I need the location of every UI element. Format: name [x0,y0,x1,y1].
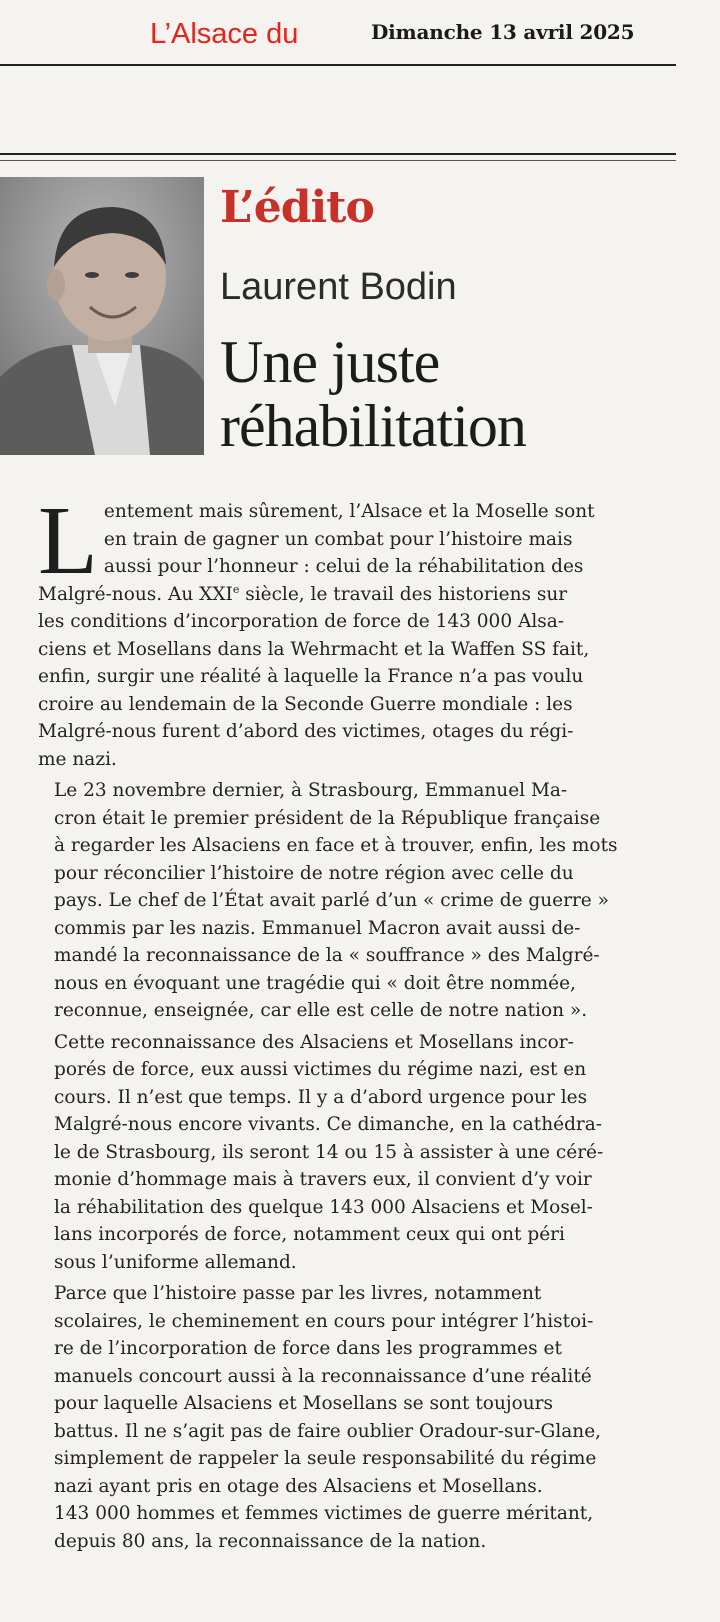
body-text: Malgré-nous. Au XXI [38,583,233,605]
body-line: Malgré-nous encore vivants. Ce dimanche, en la cathédra- [54,1114,603,1135]
issue-date: Dimanche 13 avril 2025 [371,20,635,44]
author-name: Laurent Bodin [220,266,457,308]
section-rule-bottom [0,160,676,161]
body-line: re de l’incorporation de force dans les programmes et [54,1338,562,1359]
body-line: nazi ayant pris en otage des Alsaciens et Mosellans. [54,1475,543,1497]
body-line: 143 000 hommes et femmes victimes de guerre méritant, [54,1503,594,1524]
body-line: me nazi. [38,748,117,770]
body-line: porés de force, eux aussi victimes du régime nazi, est en [54,1059,587,1080]
body-line: simplement de rappeler la seule responsabilité du régime [54,1448,597,1469]
paragraph-2 [38,777,682,1025]
body-line: à regarder les Alsaciens en face et à trouver, enfin, les mots [54,835,618,856]
body-line: en train de gagner un combat pour l’histoire mais [103,528,573,550]
body-line: le de Strasbourg, ils seront 14 ou 15 à assister à une céré- [54,1141,604,1163]
body-line: pour réconcilier l’histoire de notre région avec celle du [54,862,574,884]
author-portrait-image [0,177,204,455]
paragraph-3 [38,1029,682,1277]
body-line: commis par les nazis. Emmanuel Macron avait aussi de- [54,917,581,939]
body-line: reconnue, enseignée, car elle est celle de notre nation ». [54,1000,588,1021]
headline-line-1: Une juste [220,329,440,395]
paragraph-4 [38,1280,682,1555]
body-line: enfin, surgir une réalité à laquelle la France n’a pas voulu [38,666,584,687]
body-line: Cette reconnaissance des Alsaciens et Mosellans incor- [54,1031,574,1053]
section-label: L’édito [220,182,374,233]
body-line: sous l’uniforme allemand. [54,1251,297,1273]
superscript: e [232,582,240,596]
paragraph-1 [38,487,682,773]
body-line: Malgré-nous furent d’abord des victimes, otages du régi- [38,721,574,742]
masthead [0,0,720,68]
section-rule-top [0,153,676,155]
body-line: mandé la reconnaissance de la « souffrance » des Malgré- [54,945,600,966]
masthead-rule [0,64,676,66]
body-line: lans incorporés de force, notamment ceux qui ont péri [54,1224,565,1245]
body-line: nous en évoquant une tragédie qui « doit être nommée, [54,972,576,994]
body-line: Le 23 novembre dernier, à Strasbourg, Emmanuel Ma- [54,780,568,801]
body-line: monie d’hommage mais à travers eux, il convient d’y voir [54,1169,592,1190]
body-line: la réhabilitation des quelque 143 000 Alsaciens et Mosel- [54,1196,593,1218]
body-line: battus. Il ne s’agit pas de faire oublier Oradour-sur-Glane, [54,1420,602,1442]
publication-name: L’Alsace du [150,18,299,50]
body-line: scolaires, le cheminement en cours pour intégrer l’histoi- [54,1310,594,1332]
body-line: ciens et Mosellans dans la Wehrmacht et la Waffen SS fait, [38,638,590,660]
body-line: croire au lendemain de la Seconde Guerre mondiale : les [38,693,573,715]
headline-line-2: réhabilitation [220,393,526,459]
body-line: manuels concourt aussi à la reconnaissance d’une réalité [54,1365,592,1387]
body-line: pour laquelle Alsaciens et Mosellans se sont toujours [54,1393,553,1414]
body-line [38,581,682,609]
body-line: cron était le premier président de la République française [54,807,601,829]
body-line: cours. Il n’est que temps. Il y a d’abord urgence pour les [54,1086,588,1108]
article-body [38,487,682,1555]
body-line: Parce que l’histoire passe par les livres, notamment [54,1283,542,1304]
body-line: depuis 80 ans, la reconnaissance de la nation. [54,1530,487,1552]
body-line: entement mais sûrement, l’Alsace et la Moselle sont [103,501,595,522]
body-line: pays. Le chef de l’État avait parlé d’un « crime de guerre » [54,890,609,911]
drop-cap: L [38,487,98,595]
body-text: siècle, le travail des historiens sur [239,583,568,605]
headline [220,330,680,458]
body-line: les conditions d’incorporation de force de 143 000 Alsa- [38,611,565,632]
author-photo [0,177,204,455]
body-line: aussi pour l’honneur : celui de la réhabilitation des [103,556,584,577]
